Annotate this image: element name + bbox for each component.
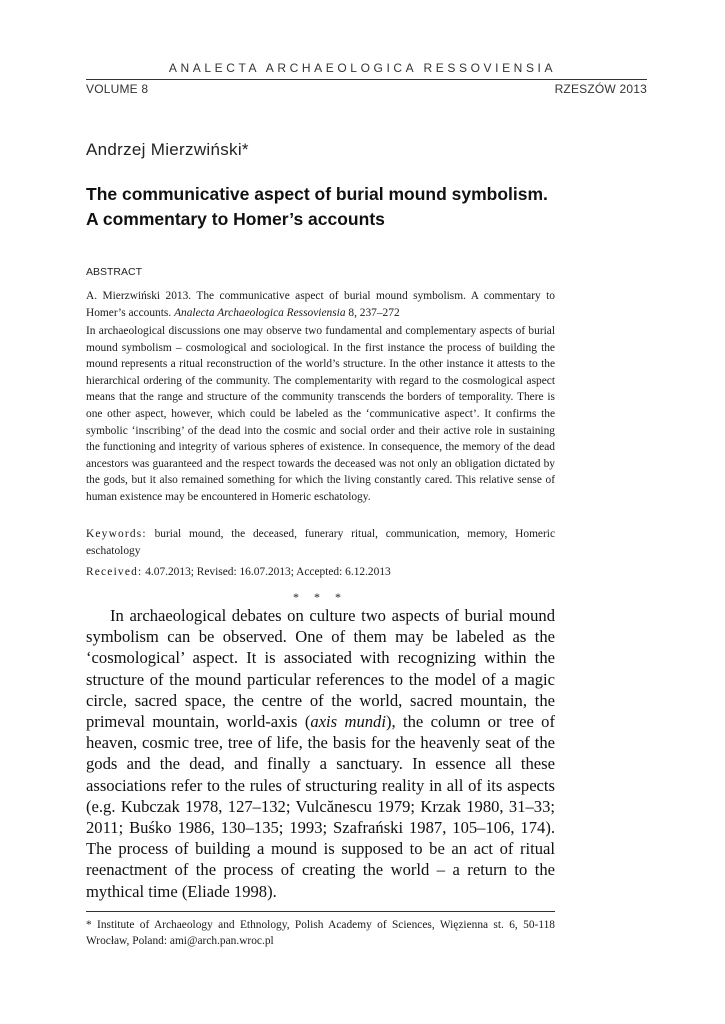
abstract-heading: ABSTRACT xyxy=(86,266,143,278)
footnote-rule xyxy=(86,911,555,912)
journal-name: ANALECTA ARCHAEOLOGICA RESSOVIENSIA xyxy=(168,61,557,75)
body-text-part-2: ), the column or tree of heaven, cosmic tree, tree of life, the basis for the heavenly seat of the gods and the dead, and finally a sanctuary. In essence all these associations refer to the rules of structuring reality in all of its aspects (e.g. Kubczak 1978, 127–132; Vulcănescu 1979; Krzak 1980, 31–33; 2011; Buśko 1986, 130–135; 1993; Szafrański 1987, 105–106, 174). The process of building a mound is supposed to be an act of ritual reenactment of the process of creating the world – a return to the mythical time (Eliade 1998). xyxy=(86,712,555,901)
keywords xyxy=(86,526,555,559)
footnote: * Institute of Archaeology and Ethnology, Polish Academy of Sciences, Więzienna st. 6, 50-118 Wrocław, Poland: ami@arch.pan.wroc.pl xyxy=(86,919,555,947)
keywords-text: burial mound, the deceased, funerary ritual, communication, memory, Homeric eschatology xyxy=(86,528,555,557)
article-title: The communicative aspect of burial mound symbolism. A commentary to Homer’s accounts xyxy=(86,184,548,229)
received-dates xyxy=(86,564,555,581)
place-year: RZESZÓW 2013 xyxy=(554,82,647,96)
header-rule xyxy=(86,79,647,80)
keywords-label: Keywords: xyxy=(86,528,147,540)
citation-pages: 8, 237–272 xyxy=(348,306,400,319)
citation-journal: Analecta Archaeologica Ressoviensia xyxy=(174,306,346,319)
citation-main: A. Mierzwiński 2013. The communicative aspect of burial mound symbolism. A commentary to Homer’s accounts. xyxy=(86,290,555,319)
volume-label: VOLUME 8 xyxy=(86,82,149,96)
abstract-citation xyxy=(86,288,555,321)
author-name: Andrzej Mierzwiński* xyxy=(86,140,249,159)
section-separator: * * * xyxy=(293,590,347,604)
received-label: Received: xyxy=(86,566,143,578)
abstract-text: In archaeological discussions one may observe two fundamental and complementary aspects of burial mound symbolism – cosmological and sociological. In the first instance the process of building the mound represents a ritual reconstruction of the world’s structure. In the other instance it attests to the hierarchical ordering of the community. The complementarity with regard to the cosmological aspect means that the range and structure of the community transcends the borders of temporality. There is one other aspect, however, which could be labeled as the ‘communicative aspect’. It confirms the symbolic ‘inscribing’ of the dead into the cosmic and social order and their active role in sustaining the functioning and integrity of various spheres of existence. In consequence, the memory of the dead ancestors was guaranteed and the respect towards the deceased was not only an obligation dictated by the gods, but it also remained something for which the living constantly cared. This relative sense of human existence may be encountered in Homeric eschatology. xyxy=(86,325,555,503)
body-paragraph xyxy=(86,605,555,902)
body-italic-term: axis mundi xyxy=(310,712,386,732)
body-text-part-1: In archaeological debates on culture two aspects of burial mound symbolism can be observed. One of them may be labeled as the ‘cosmological’ aspect. It is associated with recognizing within the structure of the mound particular references to the model of a magic circle, sacred space, the centre of the world, sacred mountain, the primeval mountain, world-axis ( xyxy=(86,606,555,732)
received-text: 4.07.2013; Revised: 16.07.2013; Accepted: 6.12.2013 xyxy=(145,566,391,578)
